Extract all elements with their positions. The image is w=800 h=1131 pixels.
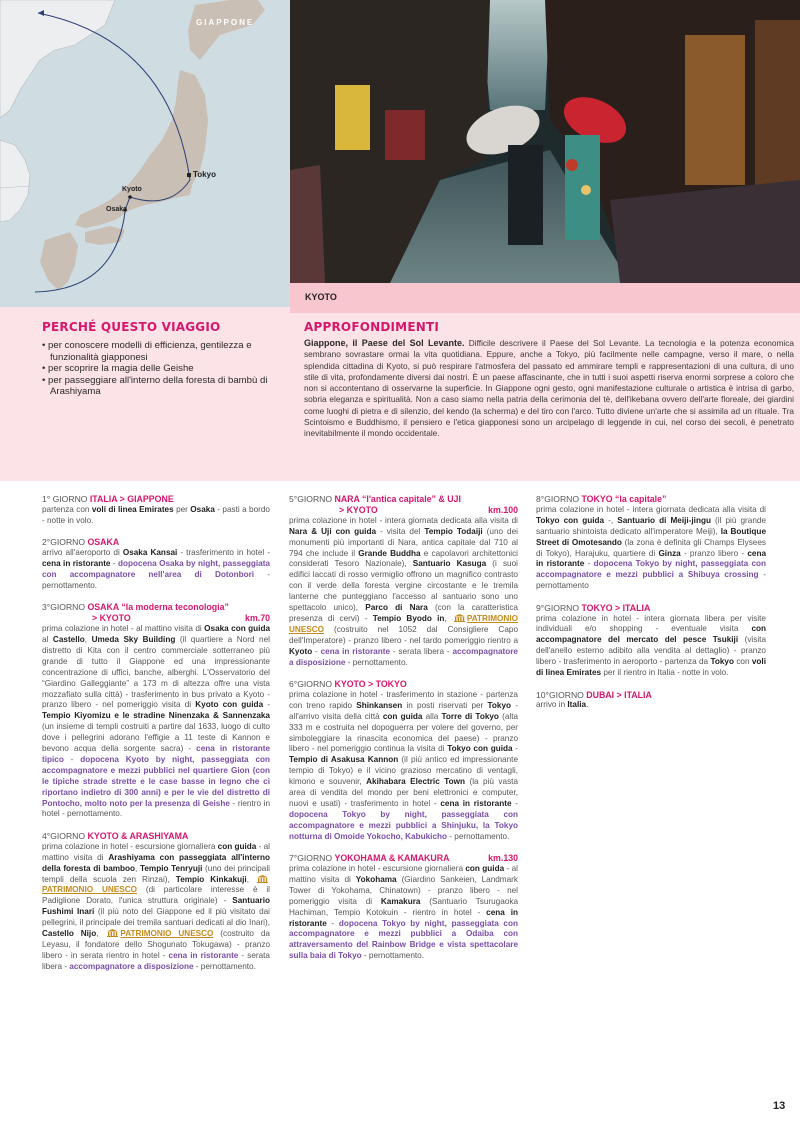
- highlight-place: Castello Nijo: [42, 929, 97, 939]
- itinerary-day: [536, 603, 766, 679]
- highlight-place: Ginza: [658, 548, 681, 558]
- text: -,: [604, 515, 618, 525]
- day-route: NARA “l'antica capitale” & UJI: [334, 494, 461, 504]
- text: (Giardino Sankeien, Landmark Tower di Yokohama, Chinatown) - pranzo libero - nel pomeriggio visita di: [289, 874, 519, 906]
- text: (il quartiere a Nord nel distretto di Kita con il centro commerciale sotterraneo più grande di tutto il Giappone ed una impressionante concentrazione di uffici, banche, alberghi. L'Osservatorio del “Giardino Galleggiante” a 173 m di altezza offre una vista mozzafiato sulla città) - trasferimento in bus privato a Kyoto - pranzo libero - nel pomeriggio visita di: [42, 634, 270, 710]
- itinerary-column-2: [289, 494, 518, 973]
- text: ,: [246, 874, 255, 884]
- day-number: 9°GIORNO: [536, 602, 580, 613]
- text: (con la caratteristica presenza di cervi) -: [289, 603, 518, 623]
- day-route: OSAKA: [87, 537, 120, 548]
- day-heading: [42, 537, 270, 548]
- photo-caption-bar: [290, 283, 800, 313]
- text: ,: [444, 613, 452, 623]
- text: -: [512, 744, 518, 754]
- highlight-place: Osaka: [190, 504, 215, 514]
- unesco-temple-icon: [454, 614, 465, 622]
- insights-text: [304, 338, 794, 440]
- itinerary-column-3: [536, 494, 766, 722]
- text: e capolavori architettonici considerati Tesoro Nazionale),: [289, 548, 518, 569]
- kyoto-street-photo: [290, 0, 800, 283]
- highlight-place: Yokohama: [355, 874, 397, 884]
- page-number: 13: [773, 1100, 786, 1112]
- highlight-place: Tempio Tenryuji: [139, 863, 203, 873]
- japan-map-graphic: [0, 0, 290, 307]
- highlight-place: cena in ristorante: [289, 907, 519, 928]
- text: - al mattino visita di: [289, 864, 518, 884]
- optional-activity: cena in ristorante: [168, 950, 239, 960]
- text: - pernottamento.: [345, 657, 408, 667]
- insights-title: APPROFONDIMENTI: [304, 320, 440, 334]
- text: - pernottamento.: [42, 569, 270, 590]
- highlight-place: Italia: [567, 700, 587, 710]
- day-description: [42, 548, 270, 592]
- text: partenza con: [42, 504, 92, 514]
- optional-activity: dopocena Tokyo by night, passeggiata con accompagnatore e mezzi pubblici a Shinjuku, la Tokyo notturna di Omoide Yokocho, Kabukicho: [289, 809, 518, 841]
- text: - trasferimento in hotel -: [177, 548, 270, 558]
- day-number: 2°GIORNO: [42, 537, 86, 548]
- text: ,: [84, 634, 92, 644]
- day-description: [289, 864, 518, 962]
- itinerary-day: [42, 602, 270, 820]
- optional-activity: cena in ristorante tipico: [42, 744, 270, 764]
- highlight-place: Parco di Nara: [365, 603, 428, 613]
- why-title: PERCHÉ QUESTO VIAGGIO: [42, 320, 221, 334]
- day-heading: [536, 603, 766, 614]
- day-heading: [42, 831, 270, 842]
- text: (costruito da Leyasu, il fondatore dello Shogunato Tokugawa) - pranzo libero - in serata rientro in hotel -: [42, 929, 270, 960]
- highlight-place: Tokyo con guida: [447, 744, 513, 754]
- text: in posti riservati per: [402, 700, 488, 710]
- text: (uno dei principali templi della scuola zen Rinzai),: [42, 863, 270, 884]
- day-distance: km.100: [488, 504, 518, 515]
- day-number: 4°GIORNO: [42, 830, 86, 841]
- text: -: [63, 754, 81, 764]
- day-heading: [289, 853, 518, 864]
- day-number: 10°GIORNO: [536, 689, 584, 700]
- why-this-trip: [42, 320, 282, 398]
- text: (visita dell'anello esterno adibito alla vendita al dettaglio) - pranzo libero - trasferimento in aeroporto - partenza da: [536, 635, 766, 667]
- insights-section: [304, 320, 794, 440]
- highlight-place: con guida: [465, 864, 505, 873]
- day-route: TOKYO “la capitale”: [581, 494, 667, 504]
- day-heading: [289, 494, 518, 516]
- day-route: DUBAI > ITALIA: [586, 689, 652, 700]
- text: prima colazione in hotel - al mattino visita di: [42, 624, 205, 634]
- text: -: [263, 700, 270, 710]
- text: - pernottamento.: [193, 961, 256, 971]
- highlight-place: Tempio Byodo in: [372, 613, 445, 623]
- highlight-place: Grande Buddha: [358, 548, 421, 558]
- text: - serata libera -: [42, 950, 270, 971]
- optional-activity: accompagnatore a disposizione: [69, 961, 194, 971]
- insights-body: Difficile descrivere il Paese del Sol Levante. La tecnologia e la potenza economica sembrano sovrastare ormai la vita quotidiana. Eppure, anche a Tokyo, più facilmente nelle campagne, verso il mare, o nella splendida cittadina di Kyoto, si può respirare l'atmosfera del passato ed ammirare templi e rappresentazioni di una cultura, di uno stile di vita, profondamente diversi dai nostri. È un paese affascinante, che in tutti i suoi aspetti riserva enormi sorprese a coloro che non si accontentano di osservarne la superficie. In Giappone ogni gesto, ogni manifestazione culturale o artistica è intrisa di garbo, sobria eleganza e spiritualità. Non a caso siamo nella patria della cerimonia del tè, dell'ikebana ovvero dell'arte floreale, dei giardini come luoghi di pietra e di silenzio, del kendo (la scherma) e del tiro con l'arco. Tutto diviene un'arte che si assimila ad un rituale. Tra Scintoismo e Buddhismo, il pensiero e l'etica giapponesi sono un arcipelago di leggende in cui, nel corso dei secoli, è penetrato inevitabilmente il mondo occidentale.: [304, 338, 794, 439]
- highlight-place: Tokyo con guida: [536, 515, 605, 525]
- day-description: [42, 842, 270, 973]
- highlight-place: Santuario di Meiji-jingu: [617, 515, 711, 525]
- highlight-place: Santuario Kasuga: [412, 559, 487, 569]
- day-description: [289, 516, 518, 669]
- route-map: [0, 0, 290, 307]
- day-route-continued: > KYOTO: [339, 504, 378, 515]
- highlight-place: Kamakura: [380, 896, 421, 906]
- day-route: YOKOHAMA & KAMAKURA: [334, 853, 450, 864]
- day-description: [536, 614, 766, 679]
- day-route: TOKYO > ITALIA: [581, 602, 651, 613]
- highlight-place: con accompagnatore del mercato del pesce Tsukiji: [536, 624, 766, 645]
- text: (uno dei monumenti più importanti di Nara, antica capitale dal 710 al 794 che include il: [289, 526, 518, 558]
- day-number: 5°GIORNO: [289, 494, 333, 504]
- text: (la zona è definita gli Champs Elysees di Tokyo), Harajuku, quartiere di: [536, 537, 766, 558]
- text: per: [173, 504, 191, 514]
- day-heading: [536, 494, 766, 505]
- highlight-place: Torre di Tokyo: [441, 711, 499, 721]
- text: - pernottamento.: [447, 831, 510, 841]
- text: (la più vasta area di vendita del mondo per beni elettronici e computer, nuovi e usati) - trasferimento in hotel -: [289, 777, 518, 808]
- insights-lead: Giappone, il Paese del Sol Levante.: [304, 338, 465, 348]
- text: arrivo in: [536, 700, 568, 710]
- optional-activity: accompagnatore a disposizione: [289, 646, 518, 667]
- text: -: [110, 559, 119, 569]
- itinerary-column-1: [42, 494, 270, 983]
- why-item: • per scoprire la magia delle Geishe: [42, 363, 282, 375]
- text: -: [312, 646, 321, 656]
- text: -: [584, 559, 594, 569]
- text: - serata libera -: [390, 646, 453, 656]
- unesco-temple-icon: [257, 875, 268, 883]
- text: prima colazione in hotel - escursione giornaliera: [289, 864, 466, 873]
- optional-activity: cena in ristorante: [320, 646, 391, 656]
- text: al: [42, 634, 53, 644]
- text: prima colazione in hotel - intera giornata dedicata alla visita di: [289, 515, 518, 525]
- day-distance: km.70: [245, 613, 270, 624]
- day-number: 6°GIORNO: [289, 679, 333, 689]
- text: (il più grande santuario shintoista dedicato all'imperatore Meiji),: [536, 515, 766, 536]
- optional-activity: dopocena Tokyo by night, passeggiata con accompagnatore e mezzi pubblici a Shibuya crossing: [536, 559, 766, 580]
- highlight-place: Tempio Kinkakuji: [175, 874, 247, 884]
- highlight-place: cena in ristorante: [536, 548, 767, 569]
- city-label-kyoto: Kyoto: [122, 186, 142, 193]
- day-heading: [536, 690, 766, 701]
- highlight-place: Tempio di Asakusa Kannon: [289, 755, 399, 765]
- itinerary-day: [536, 494, 766, 592]
- highlight-place: cena in ristorante: [440, 798, 512, 808]
- text: ,: [135, 863, 140, 873]
- highlight-place: con guida: [217, 841, 257, 851]
- highlight-place: voli di linea Emirates: [91, 504, 174, 514]
- day-description: [536, 505, 766, 592]
- day-description: [42, 624, 270, 820]
- why-item: • per conoscere modelli di efficienza, gentilezza e funzionalità giapponesi: [42, 340, 282, 363]
- text: con: [733, 657, 752, 667]
- highlight-place: Arashiyama con passeggiata all'interno della foresta di bamboo: [42, 852, 270, 873]
- itinerary-day: [289, 494, 518, 669]
- text: prima colazione in hotel - trasferimento in stazione - partenza con treno rapido: [289, 689, 518, 710]
- day-heading: [289, 679, 518, 690]
- why-list: [42, 340, 282, 398]
- optional-activity: dopocena Osaka by night, passeggiata con accompagnatore nell'area di Dotonbori: [42, 559, 270, 579]
- unesco-temple-icon: [107, 929, 118, 937]
- city-label-tokyo: Tokyo: [193, 170, 216, 179]
- highlight-place: la Boutique Street di Omotesando: [536, 526, 766, 547]
- highlight-place: Santuario Fushimi Inari: [42, 896, 270, 917]
- highlight-place: con guida: [382, 711, 423, 721]
- text: - all'arrivo visita della città: [289, 700, 518, 721]
- highlight-place: Kyoto con guida: [195, 700, 264, 710]
- country-label: GIAPPONE: [196, 18, 255, 27]
- day-route: OSAKA “la moderna teconologia”: [87, 602, 229, 613]
- photo-graphic: [290, 0, 800, 283]
- day-number: 7°GIORNO: [289, 853, 333, 864]
- text: - pasti a bordo - notte in volo.: [42, 504, 270, 525]
- itinerary-day: [42, 831, 270, 973]
- day-route: ITALIA > GIAPPONE: [89, 494, 174, 504]
- highlight-place: voli di linea Emirates: [536, 657, 766, 678]
- optional-activity: dopocena Kyoto by night, passeggiata con accompagnatore e mezzi pubblici nel quartiere Gion (con le tipiche strade strette e le case basse in legno che ci riportano indietro di 300 anni) e per le vie del distretto di Pontocho, molto noto per la presenza di Geishe: [42, 754, 271, 808]
- day-description: [536, 700, 766, 711]
- day-route: KYOTO & ARASHIYAMA: [87, 830, 189, 841]
- unesco-badge: PATRIMONIO UNESCO: [120, 929, 214, 939]
- day-description: [42, 505, 270, 527]
- why-item: • per passeggiare all'interno della foresta di bambù di Arashiyama: [42, 375, 282, 398]
- text: - pranzo libero -: [680, 548, 748, 558]
- text: .: [586, 700, 589, 710]
- text: -: [511, 798, 518, 808]
- text: (il più noto del Giappone ed il più visitato dai pellegrini, il principale dei tremila santuari dedicati al dio Inari),: [42, 907, 270, 928]
- day-route-continued: > KYOTO: [92, 613, 131, 624]
- text: - rientro in hotel - pernottamento.: [42, 798, 270, 819]
- highlight-place: Kyoto: [289, 646, 313, 656]
- text: - pernottamento: [536, 570, 766, 591]
- text: (di particolare interesse è il Padiglione Dorato, l'unica struttura originale) -: [42, 885, 270, 906]
- text: - al mattino visita di: [42, 841, 270, 862]
- text: prima colazione in hotel - intera giornata libera per visite individuali e/o shopping - eventuale visita: [536, 613, 766, 634]
- highlight-place: Castello: [52, 634, 85, 644]
- itinerary-day: [42, 494, 270, 527]
- unesco-badge: PATRIMONIO UNESCO: [289, 613, 518, 634]
- unesco-badge: PATRIMONIO UNESCO: [42, 885, 137, 895]
- text: alla: [422, 711, 442, 721]
- day-number: 1° GIORNO: [42, 494, 88, 504]
- highlight-place: cena in ristorante: [42, 559, 111, 569]
- text: - visita del: [376, 526, 425, 536]
- highlight-place: Shinkansen: [356, 700, 403, 710]
- text: (i suoi edifici laccati di rosso vermiglio offrono un magnifico contrasto con il verde della foresta vergine circostante e le tremila lanterne che punteggiano l'accesso al santuario sono uno spettacolo unico),: [289, 559, 518, 613]
- text: ,: [96, 929, 106, 939]
- optional-activity: dopocena Tokyo by night, passeggiata con accompagnatore e mezzi pubblici a Odaiba con attraversamento del Rainbow Bridge e vista spettacolare sulla baia di Tokyo: [289, 918, 518, 961]
- day-route: KYOTO > TOKYO: [334, 679, 407, 689]
- text: prima colazione in hotel - escursione giornaliera: [42, 841, 218, 851]
- text: (un insieme di templi costruiti a partire dal 1633, luogo di culto dove i pellegrini adorano l'effigie a 11 teste di Kannon e bevono acqua della sorgente sacra) -: [42, 722, 270, 754]
- highlight-place: Osaka con guida: [204, 624, 270, 634]
- highlight-place: Umeda Sky Building: [91, 634, 176, 644]
- day-heading: [42, 494, 270, 505]
- text: (costruito nel 1052 dal Consigliere Capo dell'Imperatore) - pranzo libero - nel tardo pomeriggio rientro a: [289, 624, 518, 645]
- highlight-place: Osaka Kansai: [122, 548, 178, 558]
- itinerary-day: [536, 690, 766, 712]
- text: per il rientro in Italia - notte in volo.: [601, 668, 729, 678]
- itinerary-day: [289, 853, 518, 962]
- itinerary-day: [42, 537, 270, 592]
- text: - pernottamento.: [361, 951, 425, 961]
- text: (alta 333 m e costruita nel dopoguerra per volere del governo, per simboleggiare la rinascita economica del paese) - pranzo libero - nel pomeriggio continua la visita di: [289, 711, 519, 754]
- highlight-place: Tempio Kiyomizu e le stradine Ninenzaka & Sannenzaka: [42, 711, 270, 721]
- text: -: [326, 918, 339, 928]
- text: prima colazione in hotel - intera giornata dedicata alla visita di: [536, 504, 766, 514]
- day-distance: km.130: [488, 853, 518, 864]
- highlight-place: Nara & Uji con guida: [289, 526, 377, 536]
- day-number: 3°GIORNO: [42, 602, 86, 613]
- day-heading: [42, 602, 270, 624]
- text: (il più antico ed impressionante tempio di Tokyo) e il vicino grazioso mercatino di ventagli, kimono e souvenir,: [289, 755, 518, 787]
- text: arrivo all'aeroporto di: [42, 548, 123, 558]
- city-label-osaka: Osaka: [106, 206, 128, 213]
- itinerary-day: [289, 679, 518, 843]
- day-description: [289, 690, 518, 843]
- highlight-place: Akihabara Electric Town: [366, 777, 465, 787]
- highlight-place: Tempio Todaiji: [424, 526, 483, 536]
- day-number: 8°GIORNO: [536, 494, 580, 504]
- highlight-place: Tokyo: [487, 700, 512, 710]
- highlight-place: Tokyo: [710, 657, 734, 667]
- photo-caption: KYOTO: [305, 292, 337, 302]
- text: (Santuario Tsurugaoka Hachiman, Tempio Kotokuin - rientro in hotel -: [289, 896, 518, 917]
